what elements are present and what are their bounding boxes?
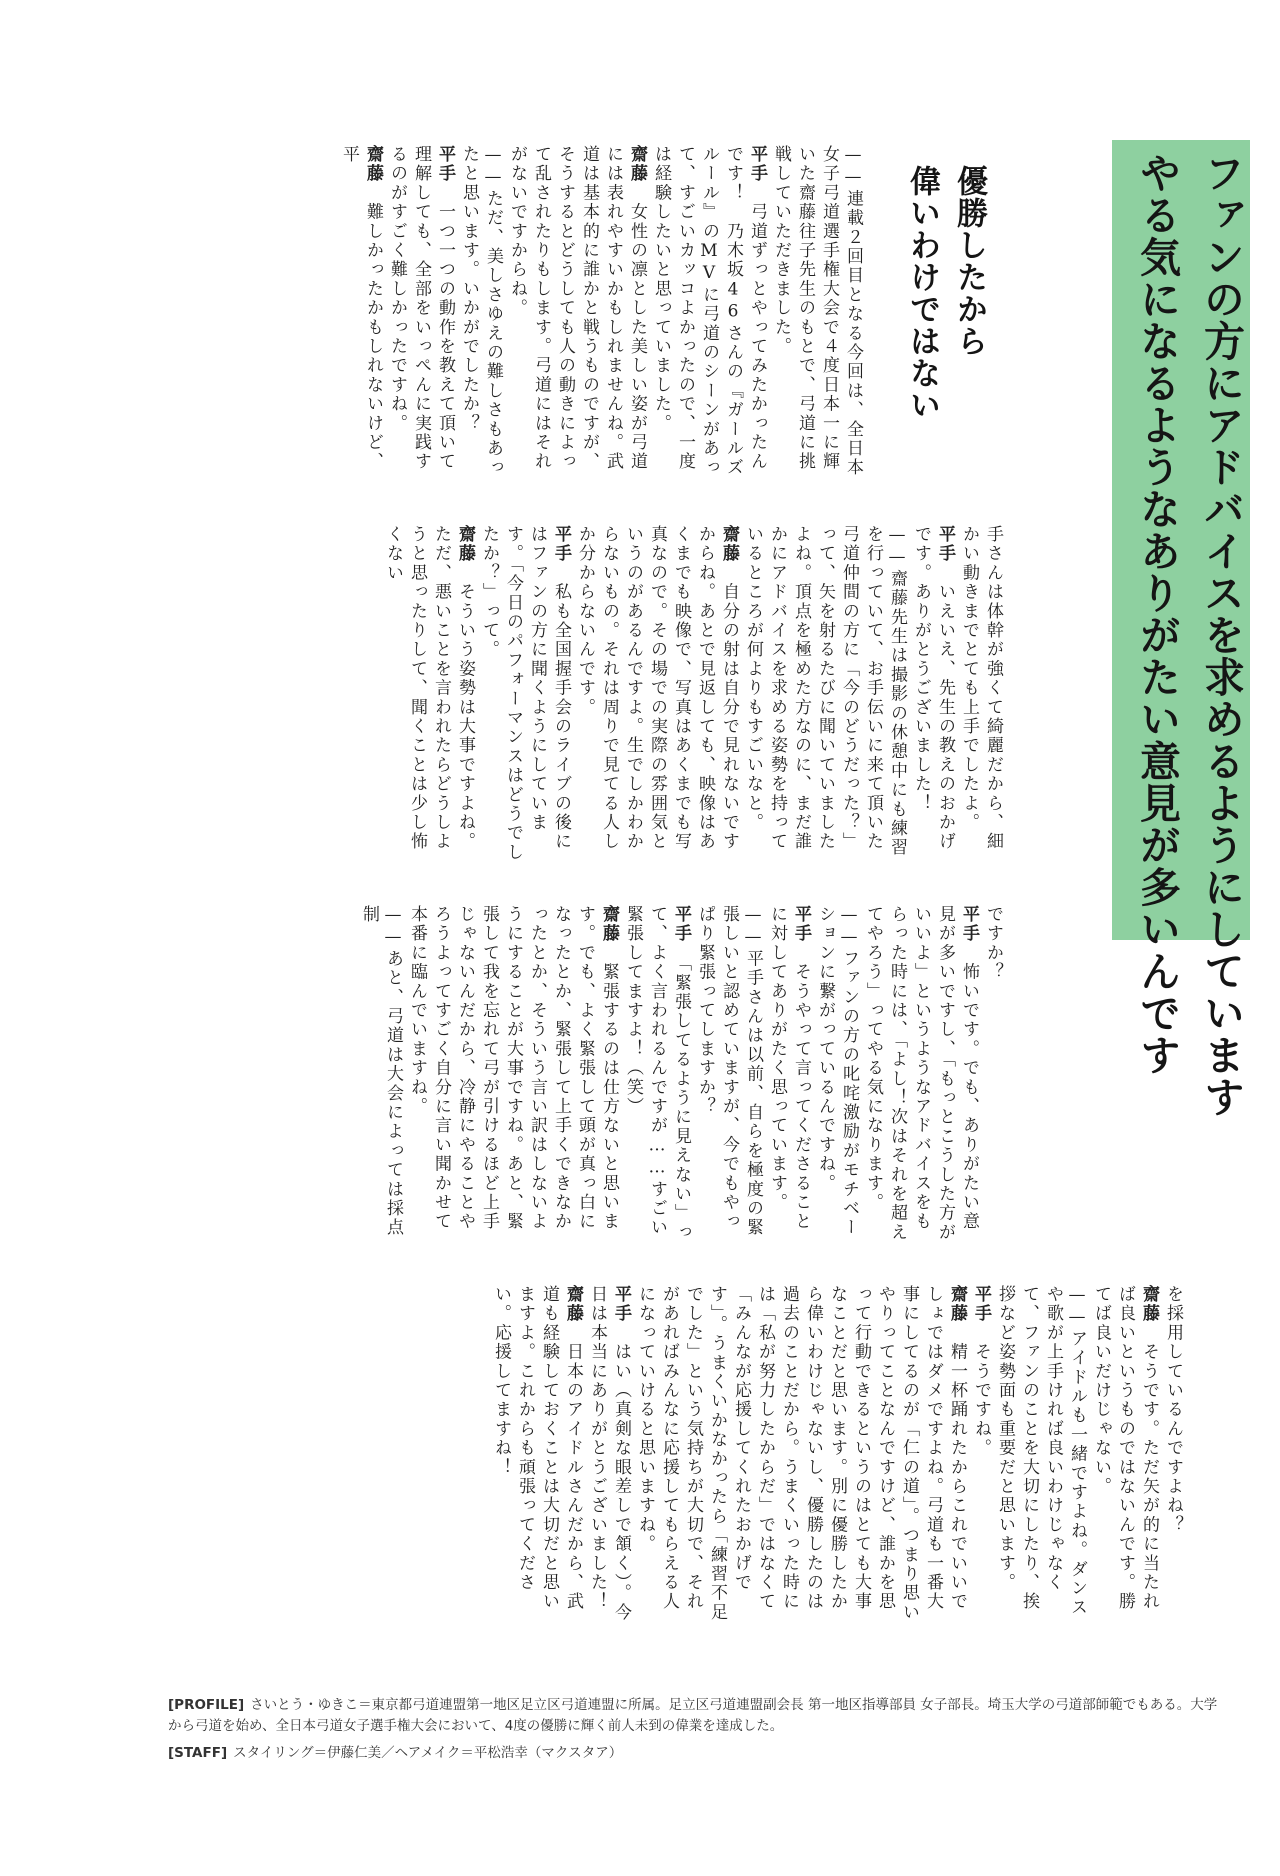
- paragraph-text: 緊張するのは仕方ないと思います。でも、よく緊張して頭が真っ白になったとか、緊張して上手くできなかったとか、そういう言い訳はしないようにすることが大事ですね。あと、緊張して我を忘れて弓が引けるほど上手じゃないんだから、冷静にやることやろうよってすごく自分に言い聞かせて本番に臨んでいますね。: [407, 905, 619, 1232]
- paragraph-text: そうです。ただ矢が的に当たれば良いというものではないんです。勝てば良いだけじゃない。: [1091, 1285, 1159, 1612]
- speaker-name: 平手: [611, 1285, 631, 1324]
- paragraph-text: はい（真剣な眼差しで頷く）。今日は本当にありがとうございました！: [587, 1285, 631, 1623]
- continued-text: [957, 525, 1005, 870]
- paragraph-text: ——連載２回目となる今回は、全日本女子弓道選手権大会で４度日本一に輝いた齋藤往子先生のもとで、弓道に挑戦していただきました。: [771, 145, 863, 478]
- paragraph-text: 日本のアイドルさんだから、武道も経験しておくことは大切だと思いますよ。これからも頑張ってください。応援してますね！: [491, 1285, 583, 1612]
- paragraph-text: 「緊張してるように見えない」って、よく言われるんですが……すごい緊張してますよ！（笑）: [623, 905, 691, 1243]
- speaker-line: [337, 145, 385, 490]
- speaker-name: 齋藤: [599, 905, 619, 944]
- profile-line: [168, 1695, 1218, 1737]
- interviewer-question: [457, 145, 505, 490]
- speaker-name: 齋藤: [1139, 1285, 1159, 1324]
- speaker-line: [621, 905, 693, 1250]
- paragraph-text: そうですね。: [971, 1342, 991, 1458]
- paragraph-text: ——ファンの方の叱咤激励がモチベーションに繋がっているんですね。: [815, 905, 859, 1238]
- paragraph-text: 弓道ずっとやってみたかったんです！ 乃木坂46さんの『ガールズルール』のMVに弓道のシーンがあって、すごいカッコよかったので、一度は経験したいと思っていました。: [651, 145, 767, 478]
- speaker-line: [765, 905, 813, 1250]
- paragraph-text: ——齋藤先生は撮影の休憩中にも練習を行っていて、お手伝いに来て頂いた弓道仲間の方に「今のどうだった？」って、矢を射るたびに聞いていましたよね。頂点を極めた方なのに、まだ誰かにアドバイスを求める姿勢を持っているところが何よりもすごいなと。: [743, 525, 907, 858]
- speaker-line: [505, 145, 649, 490]
- paragraph-text: 手さんは体幹が強くて綺麗だから、細かい動きまでとても上手でしたよ。: [959, 525, 1003, 852]
- text-column-3: [175, 905, 1005, 1250]
- continued-text: [981, 905, 1005, 1250]
- paragraph-text: 怖いです。でも、ありがたい意見が多いですし、「もっとこうした方がいいよ」というようなアドバイスをもらった時には、「よし！次はそれを超えてやろう」ってやる気になります。: [863, 905, 979, 1243]
- speaker-line: [909, 525, 957, 870]
- speaker-name: 平手: [935, 525, 955, 564]
- speaker-name: 齋藤: [947, 1285, 967, 1324]
- paragraph-text: そうやって言ってくださることに対してありがたく思っています。: [767, 905, 811, 1232]
- paragraph-text: ——ただ、美しさゆえの難しさもあったと思います。いかがでしたか？: [459, 145, 503, 478]
- speaker-name: 齋藤: [627, 145, 647, 184]
- interviewer-question: [693, 905, 765, 1250]
- paragraph-text: ——アイドルも一緒ですよね。ダンスや歌が上手ければ良いわけじゃなくて、ファンのことを大切にしたり、挨拶など姿勢面も重要だと思います。: [995, 1285, 1087, 1618]
- paragraph-text: 自分の射は自分で見れないですからね。あとで見返しても、映像はあくまでも映像で、写真はあくまでも写真なので。その場での実際の雰囲気というのがあるんですよ。生でしかわからないもの。それは周りで見てる人しか分からないんです。: [575, 525, 739, 852]
- speaker-line: [969, 1285, 993, 1630]
- profile-text: さいとう・ゆきこ＝東京都弓道連盟第一地区足立区弓道連盟に所属。足立区弓道連盟副会長 第一地区指導部員 女子部長。埼玉大学の弓道部師範でもある。大学から弓道を始め、全日本弓道女子選手権大会において、4度の優勝に輝く前人未到の偉業を達成した。: [168, 1697, 1218, 1734]
- text-column-1: [175, 145, 865, 490]
- paragraph-text: そういう姿勢は大事ですよね。ただ、悪いことを言われたらどうしようと思ったりして、聞くことは少し怖くない: [383, 525, 475, 852]
- speaker-name: 齋藤: [719, 525, 739, 564]
- text-column-4: [175, 1285, 1185, 1630]
- speaker-line: [385, 145, 457, 490]
- profile-tag: [PROFILE]: [168, 1697, 245, 1713]
- speaker-line: [573, 525, 741, 870]
- speaker-line: [405, 905, 621, 1250]
- paragraph-text: 一つ一つの動作を教えて頂いて理解しても、全部をいっぺんに実践するのがすごく難しかったですね。: [387, 145, 455, 472]
- continued-text: [1161, 1285, 1185, 1630]
- interviewer-question: [741, 525, 909, 870]
- speaker-line: [477, 525, 573, 870]
- speaker-name: 平手: [971, 1285, 991, 1324]
- speaker-line: [381, 525, 477, 870]
- speaker-line: [1089, 1285, 1161, 1630]
- headline-line-2: やる気になるようなありがたい意見が多いんです: [1133, 152, 1181, 1076]
- interviewer-question: [769, 145, 865, 490]
- speaker-name: 平手: [551, 525, 571, 564]
- speaker-name: 齋藤: [563, 1285, 583, 1324]
- speaker-line: [861, 905, 981, 1250]
- paragraph-text: ——あと、弓道は大会によっては採点制: [359, 905, 403, 1238]
- speaker-line: [585, 1285, 633, 1630]
- speaker-name: 齋藤: [455, 525, 475, 564]
- interviewer-question: [993, 1285, 1089, 1630]
- speaker-line: [633, 1285, 969, 1630]
- subheading-line-2: 偉いわけではない: [904, 165, 940, 421]
- speaker-line: [489, 1285, 585, 1630]
- paragraph-text: いえいえ、先生の教えのおかげです。ありがとうございました！: [911, 525, 955, 852]
- staff-line: [168, 1743, 1218, 1764]
- paragraph-text: を採用しているんですよね？: [1163, 1285, 1183, 1535]
- speaker-line: [649, 145, 769, 490]
- footer-credits: [168, 1695, 1218, 1764]
- speaker-name: 平手: [435, 145, 455, 184]
- staff-tag: [STAFF]: [168, 1745, 228, 1761]
- paragraph-text: 女性の凛とした美しい姿が弓道には表れやすいかもしれませんね。武道は基本的に誰かと戦うものですが、そうするとどうしても人の動きによって乱されたりもします。弓道にはそれがないですからね。: [507, 145, 647, 472]
- subheading-line-1: 優勝したから: [951, 165, 987, 357]
- speaker-name: 平手: [959, 905, 979, 944]
- speaker-name: 平手: [791, 905, 811, 944]
- paragraph-text: 精一杯踊れたからこれでいいでしょではダメですよね。弓道も一番大事にしてるのが「仁の道」。つまり思いやりってことなんですけど、誰かを思って行動できるというのはとても大事なことだと思います。別に優勝したから偉いわけじゃないし、優勝したのは過去のことだから。うまくいった時には「私が努力したからだ」ではなくて「みんなが応援してくれたおかげです」。うまくいかなかったら「練習不足でした」という気持ちが大切で、それがあればみんなに応援してもらえる人になっていけると思いますね。: [635, 1285, 967, 1623]
- interviewer-question: [813, 905, 861, 1250]
- interviewer-question: [357, 905, 405, 1250]
- staff-text: スタイリング＝伊藤仁美／ヘアメイク＝平松浩幸（マクスタア）: [233, 1745, 623, 1761]
- paragraph-text: ですか？: [983, 905, 1003, 982]
- paragraph-text: 私も全国握手会のライブの後にはファンの方に聞くようにしています。「今日のパフォーマンスはどうでしたか？」って。: [479, 525, 571, 863]
- text-column-2: [175, 525, 1005, 870]
- headline-line-1: ファンの方にアドバイスを求めるようにしています: [1197, 152, 1245, 1118]
- paragraph-text: ——平手さんは以前、自らを極度の緊張しいと認めていますが、今でもやっぱり緊張ってしますか？: [695, 905, 763, 1238]
- speaker-name: 平手: [671, 905, 691, 944]
- speaker-name: 平手: [747, 145, 767, 184]
- speaker-name: 齋藤: [363, 145, 383, 184]
- paragraph-text: 難しかったかもしれないけど、平: [339, 145, 383, 472]
